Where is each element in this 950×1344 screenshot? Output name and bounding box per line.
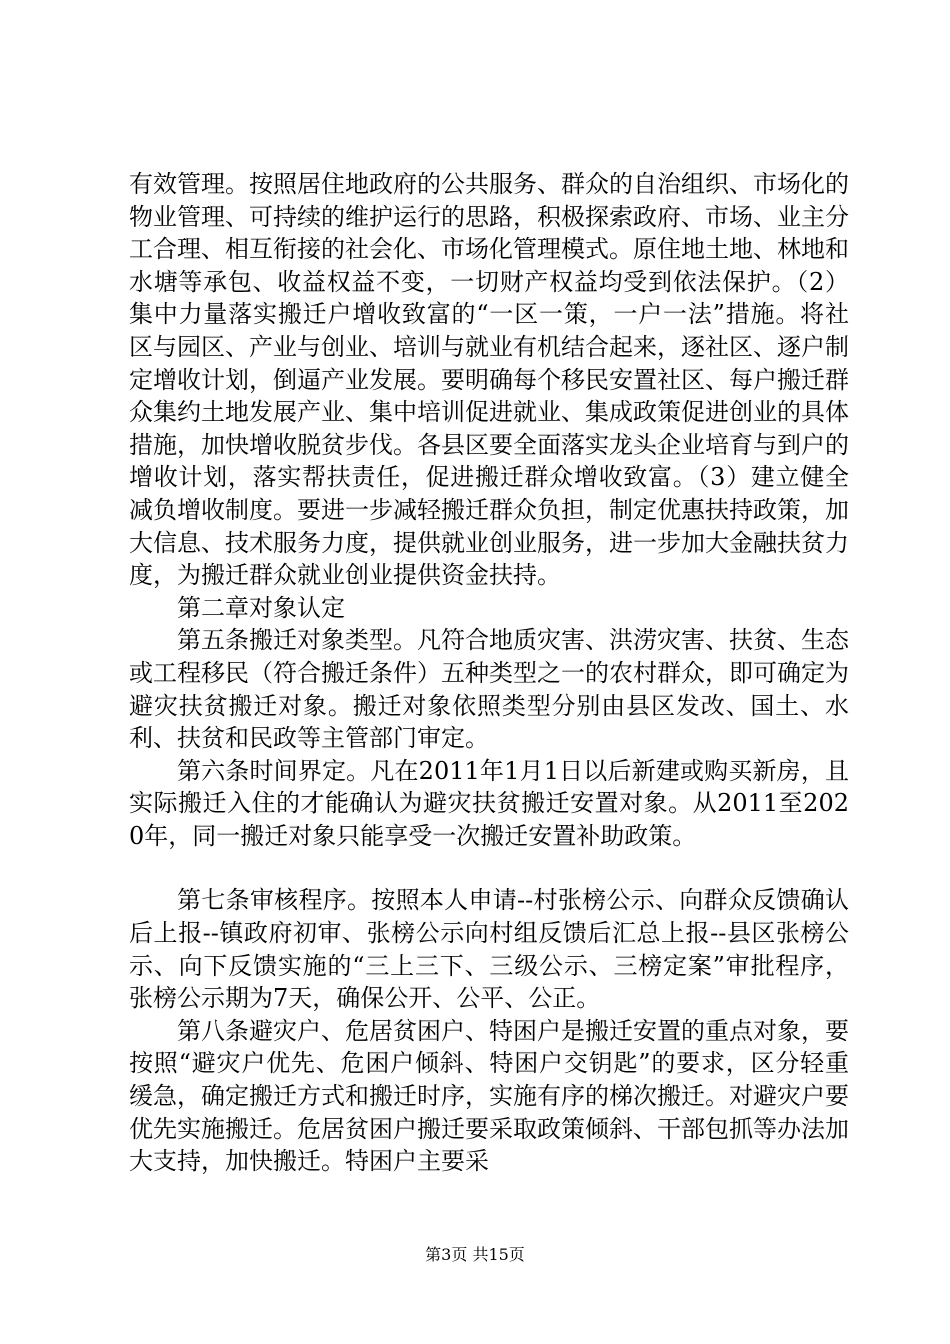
chapter-heading: 第二章对象认定 (177, 593, 345, 622)
page-footer: 第3页 共15页 (425, 1245, 525, 1264)
paragraph-article-7: 第七条审核程序。按照本人申请--村张榜公示、向群众反馈确认后上报--镇政府初审、张榜公示向村组反馈后汇总上报--县区张榜公示、向下反馈实施的“三上三下、三级公示、三榜定案”审批程序，张榜公示期为7天，确保公开、公平、公正。 (129, 886, 849, 1013)
paragraph-article-6: 第六条时间界定。凡在2011年1月1日以后新建或购买新房，且实际搬迁入住的才能确认为避灾扶贫搬迁安置对象。从2011至2020年，同一搬迁对象只能享受一次搬迁安置补助政策。 (129, 756, 849, 850)
paragraph-article-8: 第八条避灾户、危居贫困户、特困户是搬迁安置的重点对象，要按照“避灾户优先、危困户倾斜、特困户交钥匙”的要求，区分轻重缓急，确定搬迁方式和搬迁时序，实施有序的梯次搬迁。对避灾户要优先实施搬迁。危居贫困户搬迁要采取政策倾斜、干部包抓等办法加大支持，加快搬迁。特困户主要采 (129, 1016, 849, 1176)
paragraph-1: 有效管理。按照居住地政府的公共服务、群众的自治组织、市场化的物业管理、可持续的维护运行的思路，积极探索政府、市场、业主分工合理、相互衔接的社会化、市场化管理模式。原住地土地、林地和水塘等承包、收益权益不变，一切财产权益均受到依法保护。（2）集中力量落实搬迁户增收致富的“一区一策，一户一法”措施。将社区与园区、产业与创业、培训与就业有机结合起来，逐社区、逐户制定增收计划，倒逼产业发展。要明确每个移民安置社区、每户搬迁群众集约土地发展产业、集中培训促进就业、集成政策促进创业的具体措施，加快增收脱贫步伐。各县区要全面落实龙头企业培育与到户的增收计划，落实帮扶责任，促进搬迁群众增收致富。（3）建立健全减负增收制度。要进一步减轻搬迁群众负担，制定优惠扶持政策，加大信息、技术服务力度，提供就业创业服务，进一步加大金融扶贫力度，为搬迁群众就业创业提供资金扶持。 (129, 170, 849, 590)
document-page (129, 168, 849, 1178)
paragraph-article-5: 第五条搬迁对象类型。凡符合地质灾害、洪涝灾害、扶贫、生态或工程移民（符合搬迁条件）五种类型之一的农村群众，即可确定为避灾扶贫搬迁对象。搬迁对象依照类型分别由县区发改、国土、水利、扶贫和民政等主管部门审定。 (129, 626, 849, 753)
